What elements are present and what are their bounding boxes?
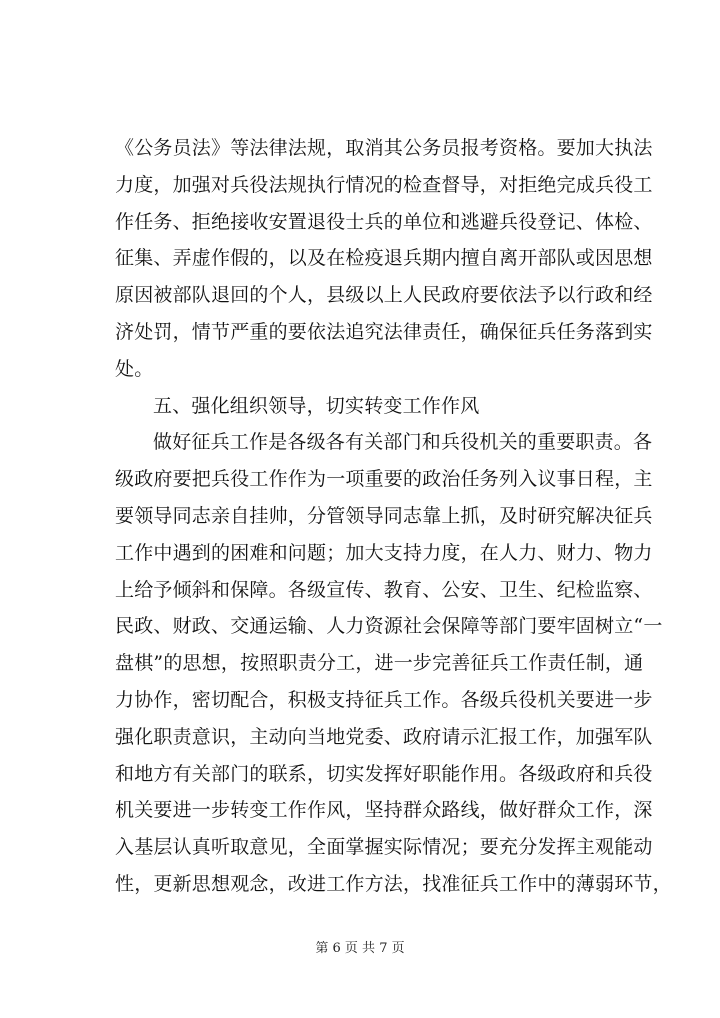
text-line: 作任务、拒绝接收安置退役士兵的单位和逃避兵役登记、体检、 bbox=[115, 210, 653, 233]
text-line: 盘棋”的思想，按照职责分工，进一步完善征兵工作责任制，通 bbox=[115, 652, 644, 675]
document-body bbox=[115, 130, 672, 903]
text-line: 上给予倾斜和保障。各级宣传、教育、公安、卫生、纪检监察、 bbox=[115, 578, 653, 601]
text-line: 力度，加强对兵役法规执行情况的检查督导，对拒绝完成兵役工 bbox=[115, 173, 653, 196]
section-heading: 五、强化组织领导，切实转变工作作风 bbox=[153, 394, 480, 417]
text-line: 级政府要把兵役工作作为一项重要的政治任务列入议事日程，主 bbox=[115, 468, 653, 491]
text-line: 工作中遇到的困难和问题；加大支持力度，在人力、财力、物力 bbox=[115, 541, 653, 564]
text-line: 征集、弄虚作假的，以及在检疫退兵期内擅自离开部队或因思想 bbox=[115, 247, 653, 270]
text-line: 做好征兵工作是各级各有关部门和兵役机关的重要职责。各 bbox=[153, 431, 653, 454]
page-footer bbox=[0, 940, 720, 958]
text-line: 性，更新思想观念，改进工作方法，找准征兵工作中的薄弱环节， bbox=[115, 872, 672, 895]
text-line: 处。 bbox=[115, 357, 154, 380]
text-line: 和地方有关部门的联系，切实发挥好职能作用。各级政府和兵役 bbox=[115, 762, 653, 785]
text-line: 民政、财政、交通运输、人力资源社会保障等部门要牢固树立“一 bbox=[115, 615, 663, 638]
text-line: 济处罚，情节严重的要依法追究法律责任，确保征兵任务落到实 bbox=[115, 320, 653, 343]
text-line: 原因被部队退回的个人，县级以上人民政府要依法予以行政和经 bbox=[115, 284, 653, 307]
text-line: 要领导同志亲自挂帅，分管领导同志靠上抓，及时研究解决征兵 bbox=[115, 504, 653, 527]
text-line: 强化职责意识，主动向当地党委、政府请示汇报工作，加强军队 bbox=[115, 725, 653, 748]
page-number: 第 6 页 共 7 页 bbox=[315, 941, 405, 956]
text-line: 机关要进一步转变工作作风，坚持群众路线，做好群众工作，深 bbox=[115, 799, 653, 822]
text-line: 入基层认真听取意见，全面掌握实际情况；要充分发挥主观能动 bbox=[115, 836, 653, 859]
text-line: 《公务员法》等法律法规，取消其公务员报考资格。要加大执法 bbox=[115, 137, 653, 159]
text-line: 力协作，密切配合，积极支持征兵工作。各级兵役机关要进一步 bbox=[115, 688, 653, 711]
